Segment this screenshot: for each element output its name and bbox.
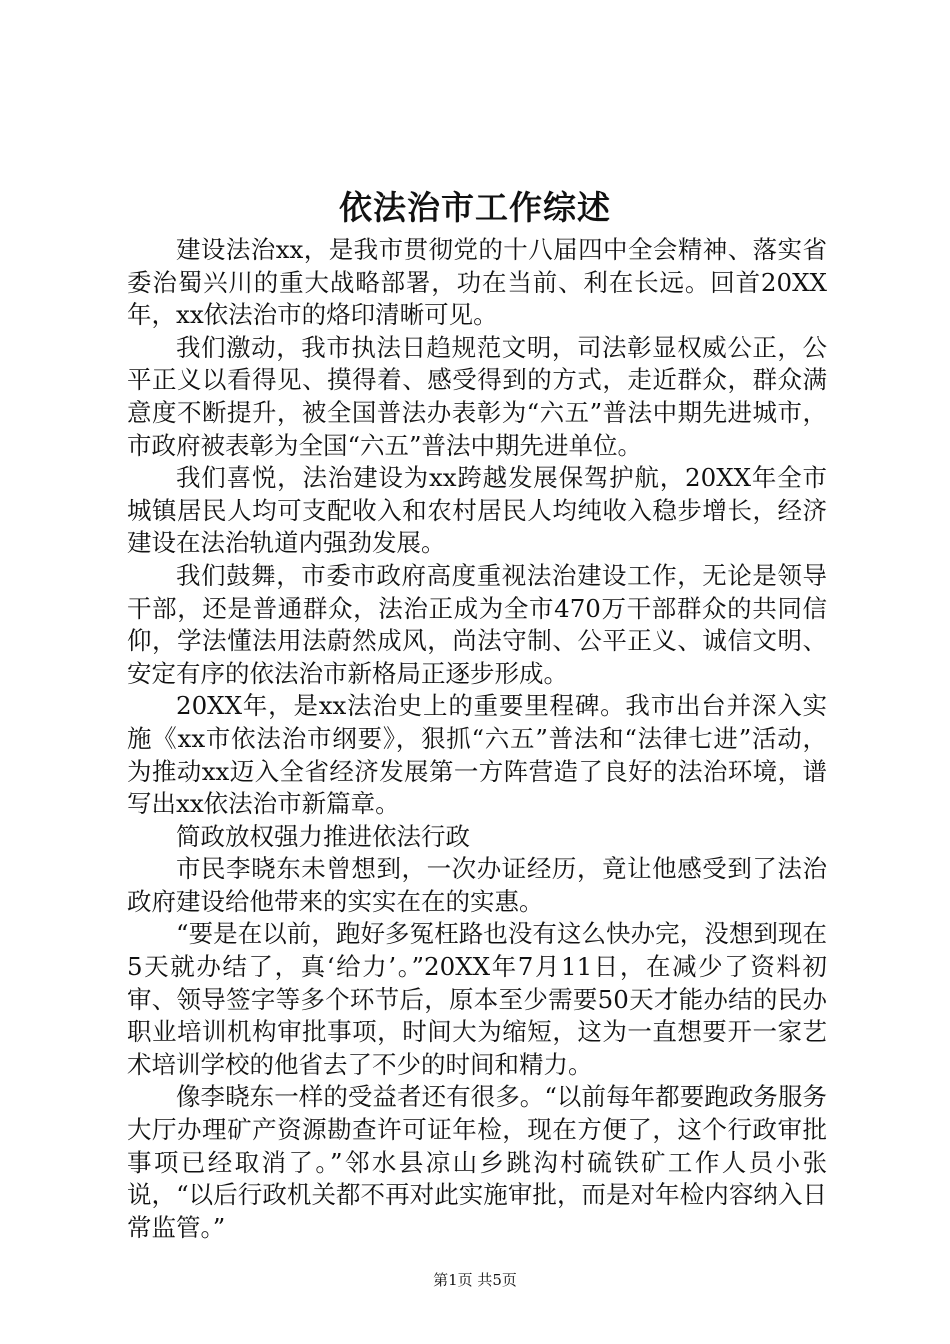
paragraph-delighted: 我们喜悦，法治建设为xx跨越发展保驾护航，20XX年全市城镇居民人均可支配收入和农村居民人均纯收入稳步增长，经济建设在法治轨道内强劲发展。 xyxy=(127,463,827,558)
paragraph-intro: 建设法治xx，是我市贯彻党的十八届四中全会精神、落实省委治蜀兴川的重大战略部署，功在当前、利在长远。回首20XX年，xx依法治市的烙印清晰可见。 xyxy=(127,235,827,330)
paragraph-excited: 我们激动，我市执法日趋规范文明，司法彰显权威公正，公平正义以看得见、摸得着、感受得到的方式，走近群众，群众满意度不断提升，被全国普法办表彰为“六五”普法中期先进城市，市政府被表彰为全国“六五”普法中期先进单位。 xyxy=(127,332,827,460)
paragraph-quote: “要是在以前，跑好多冤枉路也没有这么快办完，没想到现在5天就办结了，真‘给力’。”20XX年7月11日，在减少了资料初审、领导签字等多个环节后，原本至少需要50天才能办结的民办职业培训机构审批事项，时间大为缩短，这为一直想要开一家艺术培训学校的他省去了不少的时间和精力。 xyxy=(127,919,827,1079)
document-body xyxy=(127,234,827,1244)
paragraph-encouraged: 我们鼓舞，市委市政府高度重视法治建设工作，无论是领导干部，还是普通群众，法治正成为全市470万干部群众的共同信仰，学法懂法用法蔚然成风，尚法守制、公平正义、诚信文明、安定有序的依法治市新格局正逐步形成。 xyxy=(127,560,827,688)
paragraph-beneficiaries: 像李晓东一样的受益者还有很多。“以前每年都要跑政务服务大厅办理矿产资源勘查许可证年检，现在方便了，这个行政审批事项已经取消了。”邻水县凉山乡跳沟村硫铁矿工作人员小张说，“以后行政机关都不再对此实施审批，而是对年检内容纳入日常监管。” xyxy=(127,1082,827,1242)
paragraph-citizen: 市民李晓东未曾想到，一次办证经历，竟让他感受到了法治政府建设给他带来的实实在在的实惠。 xyxy=(127,854,827,916)
document-title: 依法治市工作综述 xyxy=(339,188,611,227)
section-heading: 简政放权强力推进依法行政 xyxy=(176,821,470,851)
paragraph-milestone: 20XX年，是xx法治史上的重要里程碑。我市出台并深入实施《xx市依法治市纲要》，狠抓“六五”普法和“法律七进”活动，为推动xx迈入全省经济发展第一方阵营造了良好的法治环境，谱写出xx依法治市新篇章。 xyxy=(127,691,827,819)
page-footer: 第1页 共5页 xyxy=(433,1271,517,1289)
